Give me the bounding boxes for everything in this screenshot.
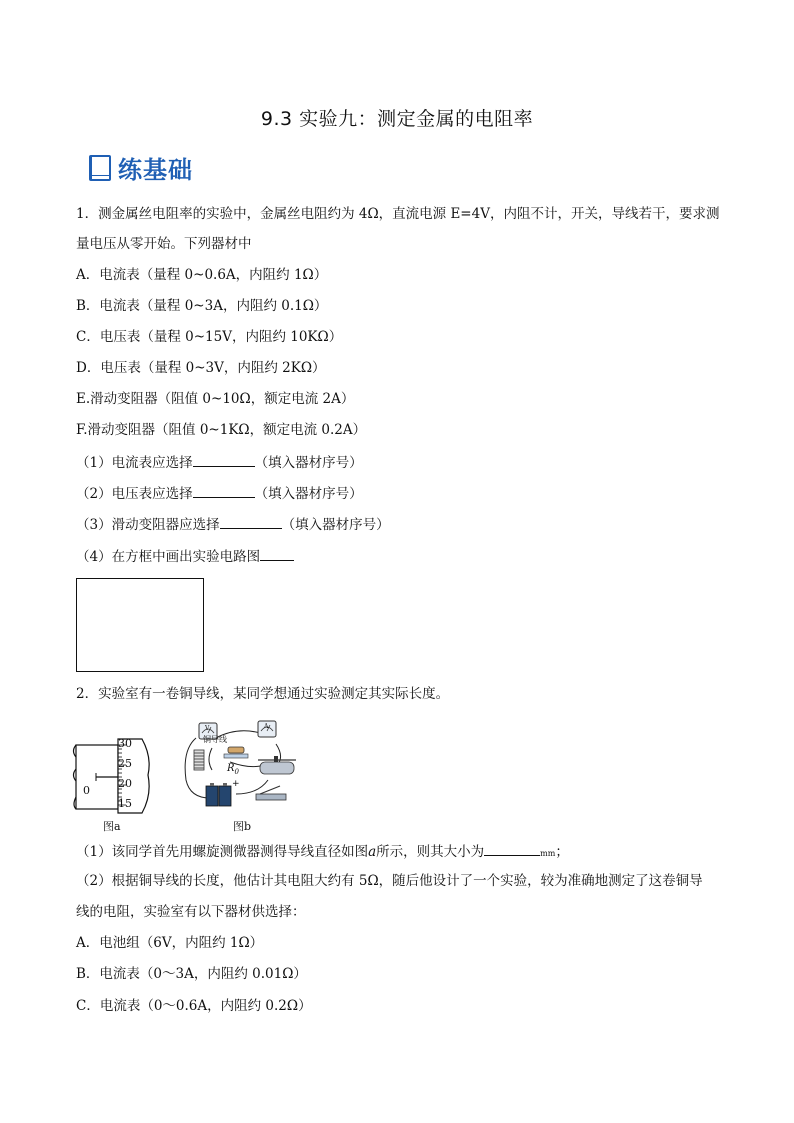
q2-sub1-end: ； <box>555 844 569 860</box>
answer-blank[interactable] <box>193 452 255 467</box>
r0-label: $R_0$ <box>227 763 239 776</box>
q2-sub1 <box>76 841 569 864</box>
micrometer-tick-label: 30 <box>118 737 132 750</box>
figure-a-caption: 图a <box>103 820 121 833</box>
q1-stem-line2: 量电压从零开始。下列器材中 <box>76 236 252 252</box>
book-icon <box>88 154 112 182</box>
copper-wire-label: 铜导线 <box>203 735 227 744</box>
answer-blank[interactable] <box>484 841 540 856</box>
micrometer-figure <box>70 733 156 815</box>
ammeter-label: A <box>264 723 269 730</box>
figure-b-caption: 图b <box>233 820 252 833</box>
q1-option-d: D．电压表（量程 0~3V，内阻约 2KΩ） <box>76 360 326 376</box>
q2-sub2-line1: （2）根据铜导线的长度，他估计其电阻大约有 5Ω，随后他设计了一个实验，较为准确地测定了这卷铜导 <box>76 873 703 889</box>
q2-option-b: B．电流表（0～3A，内阻约 0.01Ω） <box>76 966 307 982</box>
q1-option-e: E.滑动变阻器（阻值 0~10Ω，额定电流 2A） <box>76 391 355 407</box>
svg-text:+: + <box>232 779 240 789</box>
q2-option-c: C．电流表（0～0.6A，内阻约 0.2Ω） <box>76 998 312 1014</box>
copper-coil-icon <box>194 750 204 770</box>
switch-icon <box>256 786 286 800</box>
micrometer-tick-label: 15 <box>118 797 132 810</box>
q1-sub1 <box>76 452 363 473</box>
micrometer-tick-label: 20 <box>118 777 132 790</box>
unit-label: mm <box>540 849 556 858</box>
q1-sub2-hint: （填入器材序号） <box>254 486 363 502</box>
q1-stem-line1: 1．测金属丝电阻率的实验中，金属丝电阻约为 4Ω，直流电源 E=4V，内阻不计，开关，导线若干，要求测 <box>76 206 720 222</box>
micrometer-zero-label: 0 <box>83 784 90 797</box>
q1-option-a: A．电流表（量程 0~0.6A，内阻约 1Ω） <box>76 267 328 283</box>
resistor-r0-icon <box>228 747 244 753</box>
circuit-drawing-box[interactable] <box>76 578 204 672</box>
q2-sub2-line2: 线的电阻，实验室有以下器材供选择： <box>76 904 306 920</box>
answer-blank[interactable] <box>260 546 294 561</box>
q1-option-b: B．电流表（量程 0~3A，内阻约 0.1Ω） <box>76 298 328 314</box>
q1-sub3-hint: （填入器材序号） <box>281 517 390 533</box>
section-banner <box>88 150 193 185</box>
q2-stem: 2．实验室有一卷铜导线，某同学想通过实验测定其实际长度。 <box>76 686 450 702</box>
q2-sub1-prompt: （1）该同学首先用螺旋测微器测得导线直径如图 <box>76 844 369 860</box>
micrometer-tick-label: 25 <box>118 757 132 770</box>
q1-sub3 <box>76 514 390 535</box>
q1-sub1-prompt: （1）电流表应选择 <box>76 455 193 471</box>
section-title: 练基础 <box>118 156 193 184</box>
q1-option-f: F.滑动变阻器（阻值 0~1KΩ，额定电流 0.2A） <box>76 422 367 438</box>
q1-sub4 <box>76 546 294 567</box>
q1-sub4-prompt: （4）在方框中画出实验电路图 <box>76 549 261 565</box>
answer-blank[interactable] <box>193 483 255 498</box>
q2-sub1-mid: 所示，则其大小为 <box>376 844 485 860</box>
battery-icon <box>206 783 231 806</box>
q1-sub1-hint: （填入器材序号） <box>254 455 363 471</box>
q1-option-c: C．电压表（量程 0~15V，内阻约 10KΩ） <box>76 329 343 345</box>
q1-sub3-prompt: （3）滑动变阻器应选择 <box>76 517 220 533</box>
rheostat-icon <box>258 756 296 774</box>
figure-ref: a <box>368 844 377 860</box>
voltmeter-label: V <box>205 725 210 732</box>
q1-sub2 <box>76 483 363 504</box>
q2-option-a: A．电池组（6V，内阻约 1Ω） <box>76 935 264 951</box>
page-title: 9.3 实验九：测定金属的电阻率 <box>260 108 534 130</box>
q1-sub2-prompt: （2）电压表应选择 <box>76 486 193 502</box>
answer-blank[interactable] <box>220 514 282 529</box>
